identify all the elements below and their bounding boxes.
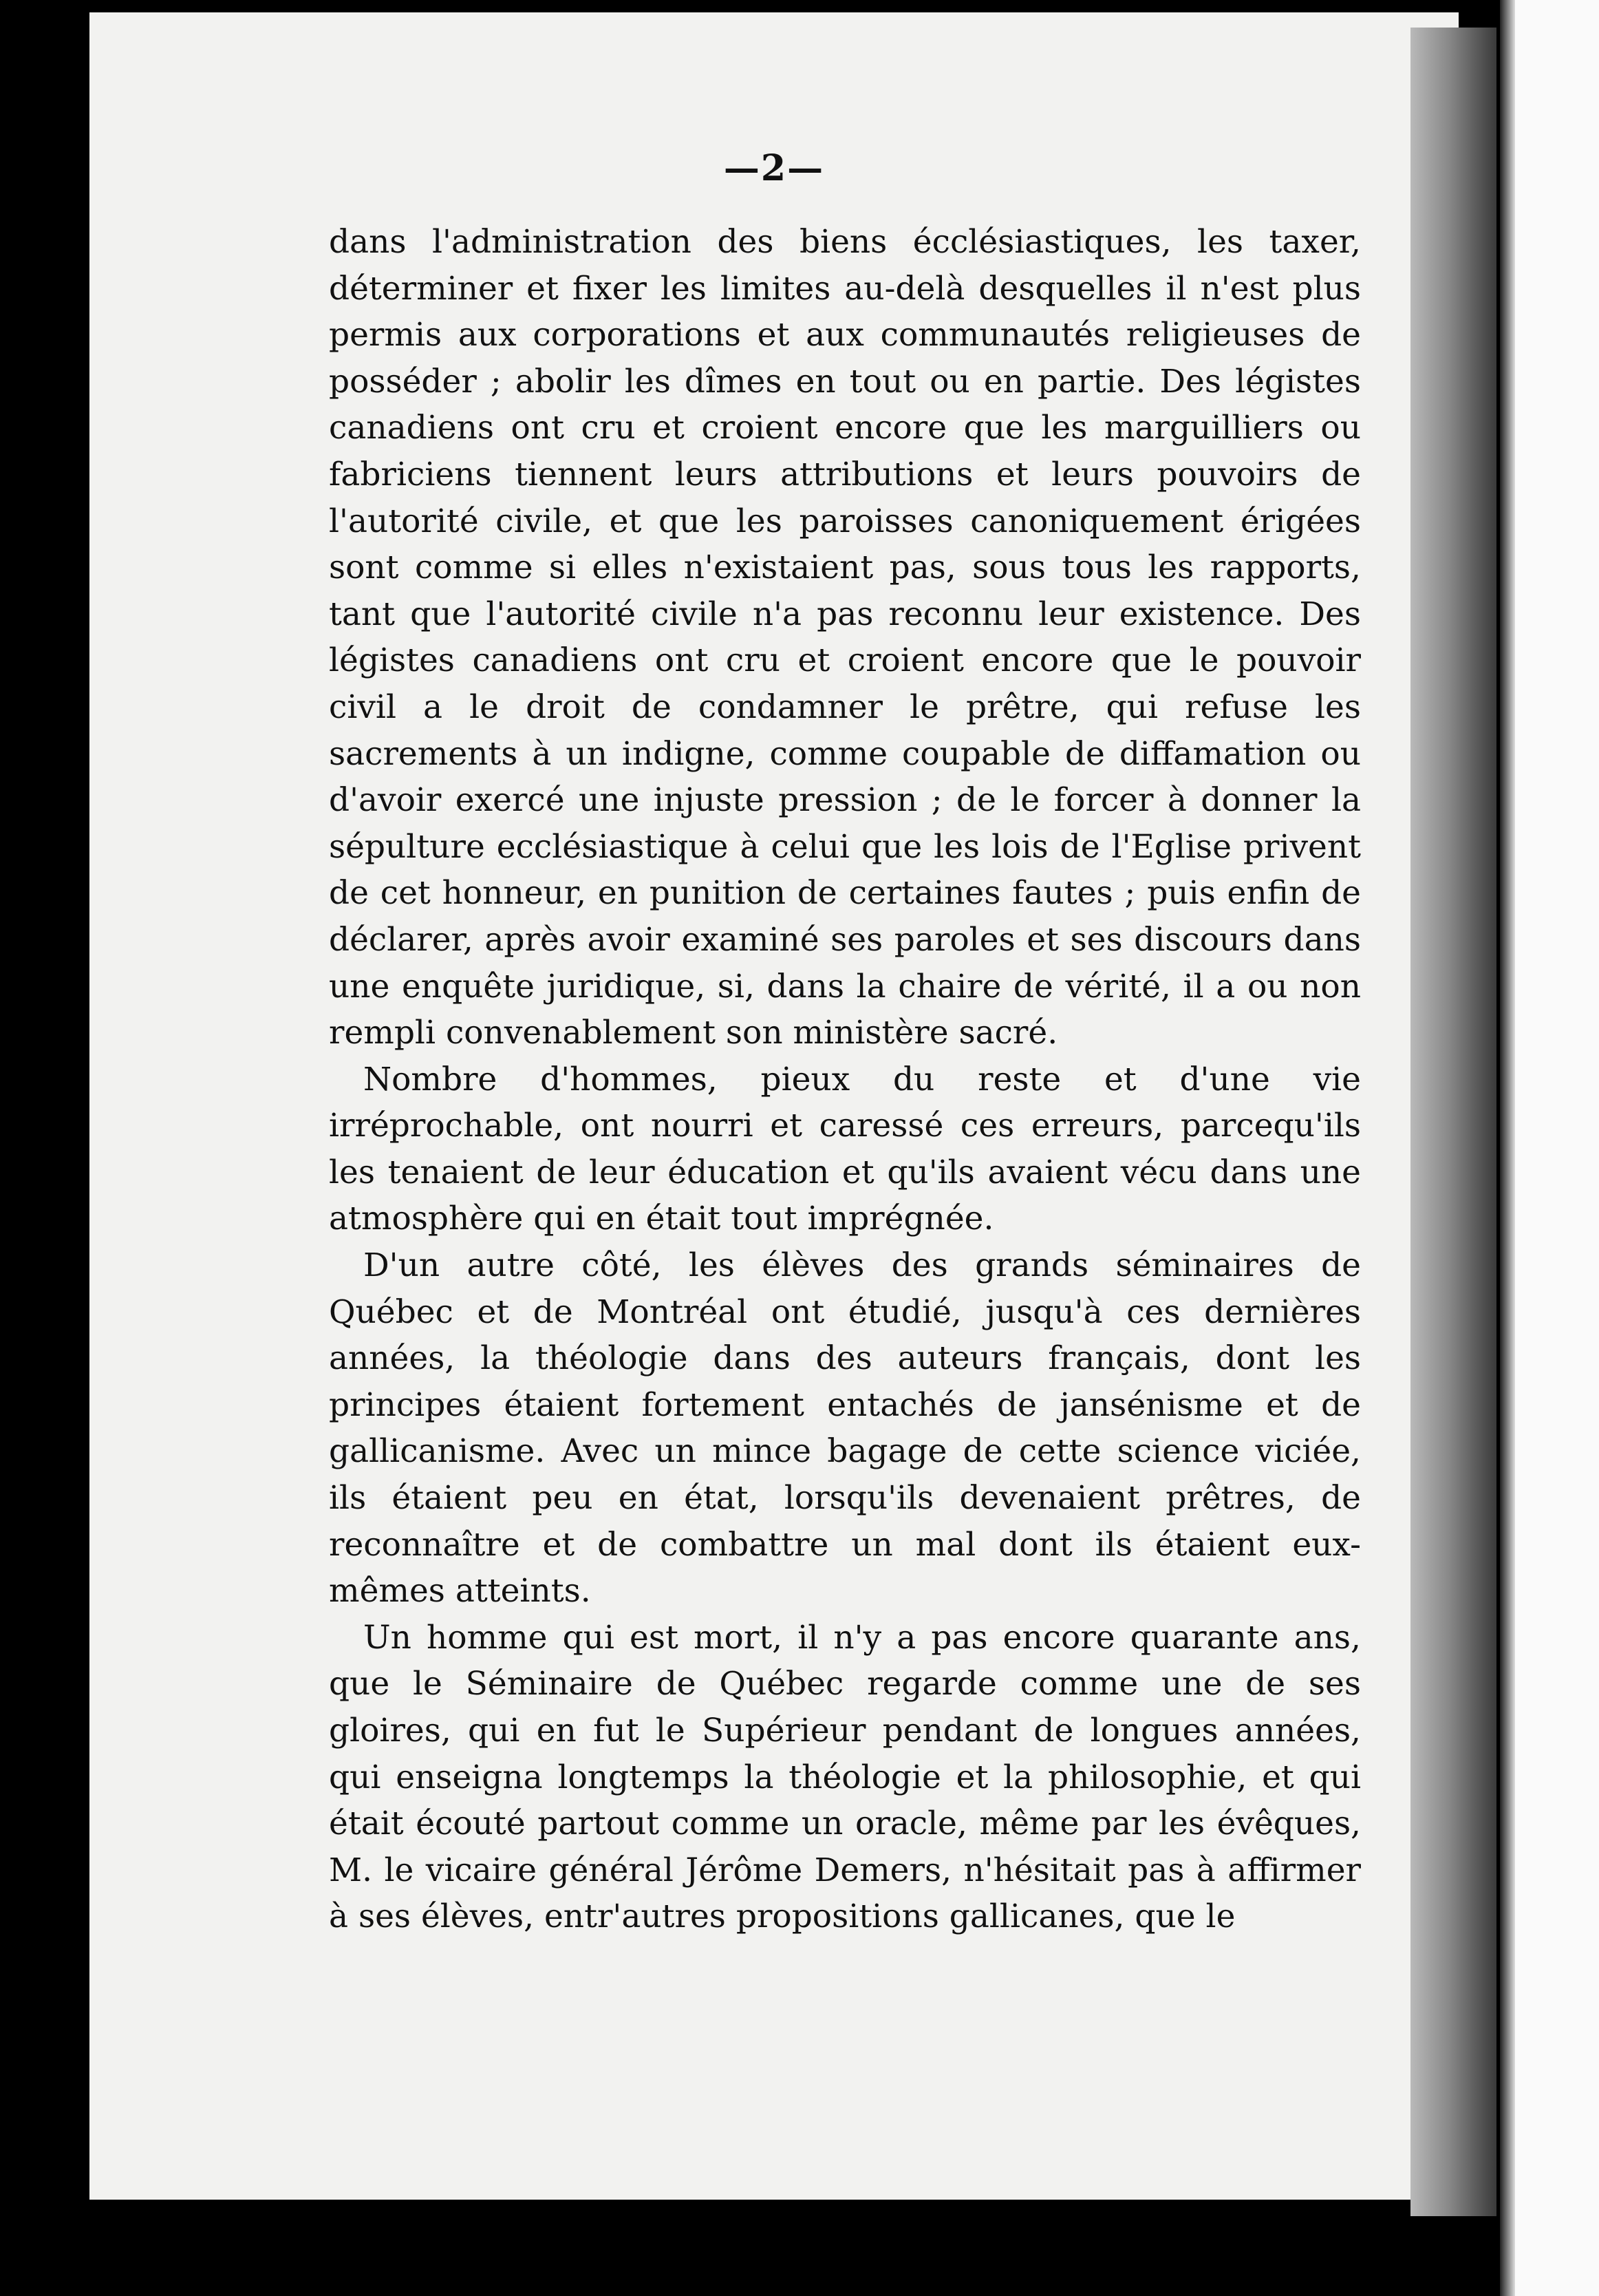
paragraph-1: dans l'administration des biens écclésiastiques, les taxer, déterminer et fixer les limites au-delà desquelles il n'est plus permis aux corporations et aux communautés religieuses de posséder ; abolir les dîmes en tout ou en partie. Des légistes canadiens ont cru et croient encore que les marguilliers ou fabriciens tiennent leurs attributions et leurs pouvoirs de l'autorité civile, et que les paroisses canoniquement érigées sont comme si elles n'existaient pas, sous tous les rapports, tant que l'autorité civile n'a pas reconnu leur existence. Des légistes canadiens ont cru et croient encore que le pouvoir civil a le droit de condamner le prêtre, qui refuse les sacrements à un indigne, comme coupable de diffamation ou d'avoir exercé une injuste pression ; de le forcer à donner la sépulture ecclésiastique à celui que les lois de l'Eglise privent de cet honneur, en punition de certaines fautes ; puis enfin de déclarer, après avoir examiné ses paroles et ses discours dans une enquête juridique, si, dans la chaire de vérité, il a ou non rempli convenablement son ministère sacré. bbox=[329, 223, 1361, 1052]
adjacent-page-strip bbox=[1500, 0, 1599, 2296]
page-edge-shadow bbox=[1410, 28, 1496, 2216]
page-number: —2— bbox=[723, 147, 825, 189]
paragraph-2: Nombre d'hommes, pieux du reste et d'une vie irréprochable, ont nourri et caressé ces erreurs, parcequ'ils les tenaient de leur éducation et qu'ils avaient vécu dans une atmosphère qui en était tout imprégnée. bbox=[329, 1060, 1361, 1238]
book-page bbox=[89, 12, 1459, 2200]
body-text bbox=[329, 219, 1361, 1940]
paragraph-4: Un homme qui est mort, il n'y a pas encore quarante ans, que le Séminaire de Québec regarde comme une de ses gloires, qui en fut le Supérieur pendant de longues années, qui enseigna longtemps la théologie et la philosophie, et qui était écouté partout comme un oracle, même par les évêques, M. le vicaire général Jérôme Demers, n'hésitait pas à affirmer à ses élèves, entr'autres propositions gallicanes, que le bbox=[329, 1618, 1361, 1936]
paragraph-3: D'un autre côté, les élèves des grands séminaires de Québec et de Montréal ont étudié, jusqu'à ces dernières années, la théologie dans des auteurs français, dont les principes étaient fortement entachés de jansénisme et de gallicanisme. Avec un mince bagage de cette science viciée, ils étaient peu en état, lorsqu'ils devenaient prêtres, de reconnaître et de combattre un mal dont ils étaient eux-mêmes atteints. bbox=[329, 1246, 1361, 1611]
